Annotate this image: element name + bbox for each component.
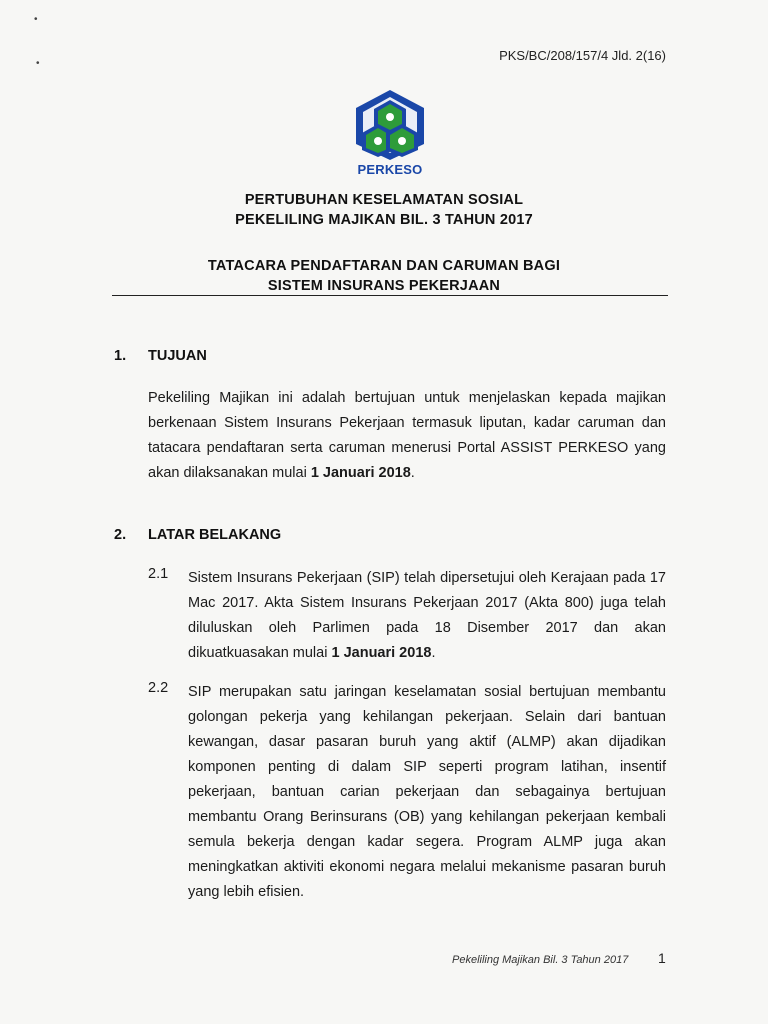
org-name: PERTUBUHAN KESELAMATAN SOSIAL (244, 192, 524, 208)
paragraph-text: Pekeliling Majikan ini adalah bertujuan untuk menjelaskan kepada majikan berkenaan Sistem Insurans Pekerjaan termasuk liputan, kadar caruman dan tatacara pendaftaran serta caruman menerusi Portal ASSIST PERKESO yang akan dilaksanakan mulai (148, 390, 666, 481)
section-number: 2. (114, 527, 127, 543)
perkeso-logo-icon (350, 88, 430, 162)
subject-line-1: TATACARA PENDAFTARAN DAN CARUMAN BAGI (207, 258, 561, 274)
circular-title: PEKELILING MAJIKAN BIL. 3 TAHUN 2017 (235, 212, 533, 228)
subject-block (0, 256, 768, 296)
reference-number: PKS/BC/208/157/4 Jld. 2(16) (499, 48, 666, 63)
scan-mark: • (34, 14, 38, 25)
paragraph-text: Sistem Insurans Pekerjaan (SIP) telah dipersetujui oleh Kerajaan pada 17 Mac 2017. Akta Sistem Insurans Pekerjaan 2017 (Akta 800) juga telah diluluskan oleh Parlimen pada 18 Disember 2017 dan akan dikuatkuasakan mulai (188, 570, 666, 661)
section-title: LATAR BELAKANG (148, 527, 282, 543)
page-number: 1 (658, 950, 666, 966)
subject-line-2: SISTEM INSURANS PEKERJAAN (267, 278, 501, 294)
subsection-number: 2.1 (148, 566, 169, 582)
bold-date: 1 Januari 2018 (331, 645, 432, 661)
footer-text: Pekeliling Majikan Bil. 3 Tahun 2017 (452, 954, 629, 966)
paragraph-text: . (431, 645, 436, 661)
bold-date: 1 Januari 2018 (310, 465, 411, 481)
subsection-number: 2.2 (148, 680, 169, 696)
section-number: 1. (114, 348, 127, 364)
perkeso-logo (350, 88, 430, 184)
logo-text: PERKESO (357, 162, 423, 177)
title-divider (112, 295, 668, 296)
section-title: TUJUAN (148, 348, 207, 364)
section-paragraph (148, 386, 666, 486)
subsection-paragraph: SIP merupakan satu jaringan keselamatan sosial bertujuan membantu golongan pekerja yang kehilangan pekerjaan. Selain dari bantuan kewangan, dasar pasaran buruh yang aktif (ALMP) akan dijadikan komponen penting di dalam SIP seperti program latihan, insentif pekerjaan, bantuan carian pekerjaan dan sebagainya bertujuan membantu Orang Berinsurans (OB) yang kehilangan pekerjaan kembali semula bekerja dengan kadar segera. Program ALMP juga akan meningkatkan aktiviti ekonomi negara melalui mekanisme pasaran buruh yang lebih efisien. (188, 684, 666, 900)
subsection-paragraph (188, 566, 666, 666)
scan-mark: • (36, 58, 40, 69)
paragraph-text: . (410, 465, 415, 481)
title-block (0, 190, 768, 230)
